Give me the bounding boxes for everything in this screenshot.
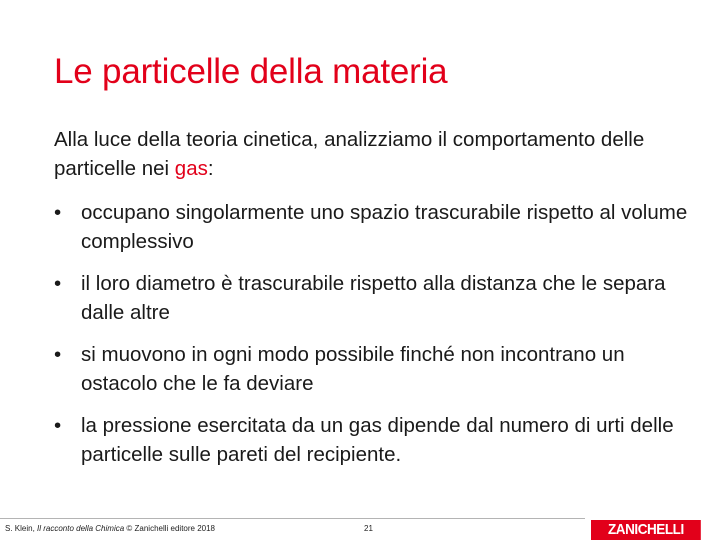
intro-text: Alla luce della teoria cinetica, analizziamo il comportamento delle particelle nei	[54, 128, 645, 180]
zanichelli-logo: ZANICHELLI	[591, 520, 701, 540]
footer-publisher: © Zanichelli editore 2018	[124, 524, 216, 533]
intro-highlight-word: gas	[174, 157, 208, 180]
page-number: 21	[364, 524, 373, 533]
intro-paragraph	[54, 125, 674, 183]
footer-author: S. Klein,	[5, 524, 38, 533]
bullet-marker: •	[54, 272, 62, 295]
bullet-text: il loro diametro è trascurabile rispetto alla distanza che le separa dalle altre	[81, 272, 666, 324]
slide-title: Le particelle della materia	[54, 52, 448, 91]
bullet-list	[54, 198, 694, 482]
bullet-item	[54, 198, 694, 256]
bullet-item	[54, 411, 694, 469]
footer-citation	[5, 524, 215, 533]
footer-book-title: Il racconto della Chimica	[37, 524, 125, 533]
bullet-text: occupano singolarmente uno spazio trascurabile rispetto al volume complessivo	[81, 201, 688, 253]
bullet-text: la pressione esercitata da un gas dipende dal numero di urti delle particelle sulle pareti del recipiente.	[81, 414, 674, 466]
bullet-marker: •	[54, 201, 62, 224]
bullet-marker: •	[54, 414, 62, 437]
bullet-item	[54, 340, 694, 398]
footer-divider	[0, 518, 585, 519]
intro-colon: :	[207, 157, 214, 180]
bullet-marker: •	[54, 343, 62, 366]
bullet-item	[54, 269, 694, 327]
bullet-text: si muovono in ogni modo possibile finché non incontrano un ostacolo che le fa deviare	[81, 343, 625, 395]
